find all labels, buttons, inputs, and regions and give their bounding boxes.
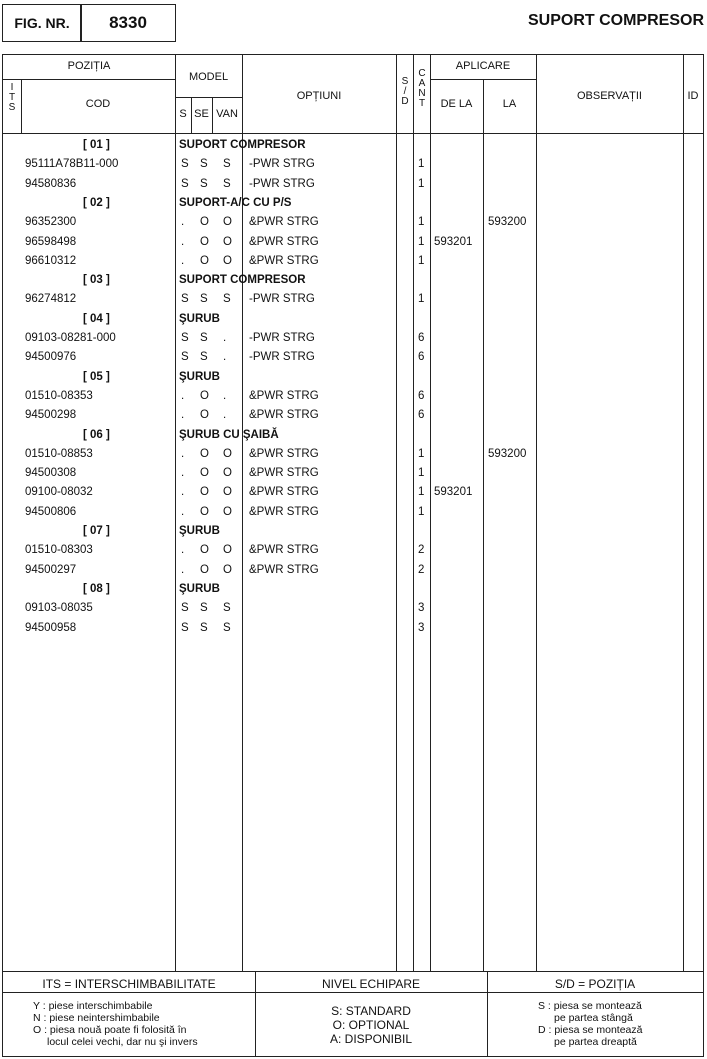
cod-cell: 09100-08032 [25,486,93,499]
cod-cell: 96274812 [25,293,77,306]
model-van-cell: . [223,389,227,402]
option-cell: &PWR STRG [249,235,319,248]
position-group-row [3,523,705,542]
option-cell: &PWR STRG [249,563,319,576]
model-van-cell: . [223,409,227,422]
cod-cell: 01510-08853 [25,447,93,460]
description-cell: SUPORT-A/C CU P/S [179,196,292,209]
legend-nivel-title: NIVEL ECHIPARE [321,977,421,991]
model-se-cell: O [200,544,209,557]
model-se-cell: O [200,409,209,422]
legend-its-text: Y : piese interschimbabile N : piese neintershimbabile O : piesa nouă poate fi folosită în locul celei vechi, dar nu şi invers [33,1000,198,1048]
table-row [3,504,705,523]
table-row [3,291,705,310]
quantity-cell: 1 [418,216,425,229]
quantity-cell: 1 [418,447,425,460]
header-model-van: VAN [216,108,238,120]
option-cell: &PWR STRG [249,409,319,422]
position-group-row [3,311,705,330]
table-row [3,349,705,368]
fig-number: 8330 [109,13,147,32]
cod-cell: [ 08 ] [83,582,110,595]
table-row [3,407,705,426]
page-title: SUPORT COMPRESOR [527,12,704,29]
header-model: MODEL [188,71,229,83]
model-van-cell: S [223,158,231,171]
option-cell: &PWR STRG [249,544,319,557]
position-group-row [3,272,705,291]
model-s-cell: . [181,447,185,460]
table-row [3,253,705,272]
model-se-cell: O [200,254,209,267]
description-cell: ŞURUB [179,312,220,325]
model-se-cell: S [200,293,208,306]
legend-its-title: ITS = INTERSCHIMBABILITATE [42,977,216,991]
model-s-cell: . [181,467,185,480]
option-cell: &PWR STRG [249,216,319,229]
table-row [3,388,705,407]
quantity-cell: 6 [418,332,425,344]
position-group-row [3,137,705,156]
cod-cell: 94500308 [25,467,77,480]
legend-sd-title: S/D = POZIȚIA [554,977,636,991]
quantity-cell: 1 [418,486,425,499]
quantity-cell: 1 [418,467,425,480]
cod-cell: 09103-08281-000 [25,332,116,344]
to-vin-cell: 593200 [488,216,527,229]
from-vin-cell: 593201 [434,486,473,499]
header-observatii: OBSERVAȚII [576,90,642,102]
quantity-cell: 3 [418,621,425,634]
description-cell: ŞURUB CU ŞAIBĂ [179,428,279,441]
header-its: I T S [8,82,16,113]
cod-cell: [ 04 ] [83,312,110,325]
fig-number-box [80,4,176,42]
quantity-cell: 6 [418,351,425,364]
table-row [3,600,705,619]
header-optiuni: OPȚIUNI [296,90,342,102]
header-cant: C A N T [418,68,426,109]
option-cell: -PWR STRG [249,293,315,306]
quantity-cell: 1 [418,254,425,267]
option-cell: &PWR STRG [249,389,319,402]
header-pozitia: POZIȚIA [67,60,111,72]
table-row [3,484,705,503]
model-van-cell: O [223,544,232,557]
table-row [3,214,705,233]
description-cell: SUPORT COMPRESOR [179,274,306,287]
model-van-cell: O [223,216,232,229]
table-row [3,542,705,561]
option-cell: &PWR STRG [249,447,319,460]
model-se-cell: O [200,389,209,402]
model-van-cell: O [223,486,232,499]
model-s-cell: S [181,177,189,190]
quantity-cell: 6 [418,389,425,402]
model-s-cell: S [181,621,189,634]
option-cell: -PWR STRG [249,351,315,364]
model-van-cell: . [223,332,227,344]
cod-cell: 01510-08303 [25,544,93,557]
legend-sd-text: S : piesa se montează pe partea stângă D : piesa se montează pe partea dreaptă [538,1000,643,1048]
model-s-cell: S [181,293,189,306]
cod-cell: 09103-08035 [25,602,93,615]
cod-cell: 96352300 [25,216,77,229]
header-id: ID [687,90,699,102]
model-van-cell: O [223,505,232,518]
model-s-cell: . [181,235,185,248]
cod-cell: 96610312 [25,254,77,267]
fig-label: FIG. NR. [14,15,70,31]
header-cod: COD [85,98,111,110]
option-cell: -PWR STRG [249,158,315,171]
model-van-cell: S [223,293,231,306]
cod-cell: 01510-08353 [25,389,93,402]
description-cell: SUPORT COMPRESOR [179,139,306,151]
header-model-s: S [179,108,187,120]
parts-table [2,54,704,1057]
description-cell: ŞURUB [179,370,220,383]
header-aplicare: APLICARE [455,60,511,72]
model-se-cell: S [200,621,208,634]
model-se-cell: O [200,447,209,460]
position-group-row [3,195,705,214]
model-van-cell: S [223,621,231,634]
model-se-cell: S [200,602,208,615]
model-s-cell: . [181,254,185,267]
model-se-cell: S [200,158,208,171]
position-group-row [3,427,705,446]
option-cell: &PWR STRG [249,467,319,480]
cod-cell: 94500958 [25,621,77,634]
model-se-cell: O [200,563,209,576]
model-s-cell: S [181,602,189,615]
model-s-cell: S [181,351,189,364]
option-cell: &PWR STRG [249,505,319,518]
model-s-cell: S [181,332,189,344]
model-van-cell: . [223,351,227,364]
position-group-row [3,581,705,600]
model-se-cell: S [200,351,208,364]
quantity-cell: 2 [418,563,425,576]
header-model-se: SE [194,108,209,120]
model-se-cell: S [200,177,208,190]
cod-cell: 96598498 [25,235,77,248]
cod-cell: 94500298 [25,409,77,422]
quantity-cell: 1 [418,505,425,518]
quantity-cell: 1 [418,293,425,306]
model-van-cell: S [223,177,231,190]
option-cell: -PWR STRG [249,177,315,190]
table-row [3,465,705,484]
quantity-cell: 2 [418,544,425,557]
cod-cell: [ 03 ] [83,274,110,287]
model-van-cell: S [223,602,231,615]
model-se-cell: O [200,486,209,499]
cod-cell: [ 07 ] [83,525,110,537]
model-van-cell: O [223,254,232,267]
to-vin-cell: 593200 [488,447,527,460]
model-s-cell: . [181,563,185,576]
model-se-cell: S [200,332,208,344]
quantity-cell: 1 [418,158,425,171]
fig-label-box [2,4,82,42]
cod-cell: 94500976 [25,351,77,364]
model-van-cell: O [223,467,232,480]
from-vin-cell: 593201 [434,235,473,248]
header-sd: S / D [401,76,409,107]
model-s-cell: . [181,505,185,518]
model-van-cell: O [223,447,232,460]
model-s-cell: . [181,409,185,422]
cod-cell: 94500806 [25,505,77,518]
model-s-cell: . [181,486,185,499]
description-cell: ŞURUB [179,582,220,595]
model-se-cell: O [200,505,209,518]
table-row [3,176,705,195]
model-se-cell: O [200,216,209,229]
description-cell: ŞURUB [179,525,220,537]
quantity-cell: 1 [418,177,425,190]
model-se-cell: O [200,467,209,480]
cod-cell: 94580836 [25,177,77,190]
model-van-cell: O [223,235,232,248]
model-s-cell: . [181,216,185,229]
option-cell: &PWR STRG [249,254,319,267]
table-row [3,620,705,639]
header-de-la: DE LA [440,98,473,110]
quantity-cell: 1 [418,235,425,248]
model-s-cell: S [181,158,189,171]
header-la: LA [502,98,517,110]
option-cell: -PWR STRG [249,332,315,344]
table-row [3,234,705,253]
cod-cell: 95111A78B11-000 [25,158,119,171]
legend-nivel-text: S: STANDARD O: OPTIONAL A: DISPONIBIL [329,1004,413,1046]
option-cell: &PWR STRG [249,486,319,499]
model-se-cell: O [200,235,209,248]
cod-cell: [ 02 ] [83,196,110,209]
cod-cell: [ 06 ] [83,428,110,441]
table-row [3,562,705,581]
table-row [3,156,705,175]
quantity-cell: 3 [418,602,425,615]
cod-cell: [ 05 ] [83,370,110,383]
table-row [3,446,705,465]
cod-cell: 94500297 [25,563,77,576]
table-row [3,330,705,349]
model-s-cell: . [181,389,185,402]
quantity-cell: 6 [418,409,425,422]
model-van-cell: O [223,563,232,576]
cod-cell: [ 01 ] [83,139,110,151]
model-s-cell: . [181,544,185,557]
position-group-row [3,369,705,388]
